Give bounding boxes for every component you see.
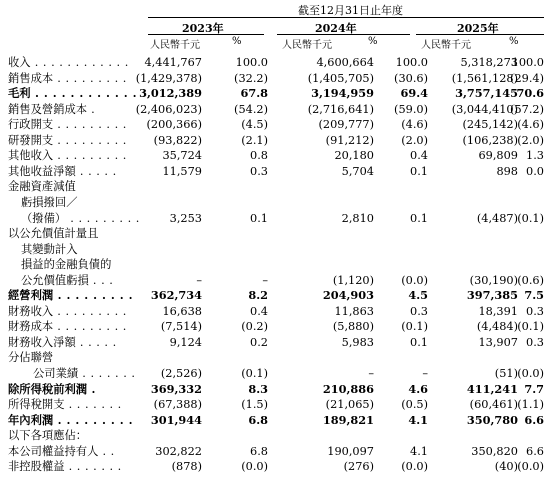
cell-percent-2024: 0.1 <box>410 335 428 349</box>
cell-percent-2024: (4.6) <box>401 118 428 132</box>
cell-amount-2023: 301,944 <box>150 412 202 427</box>
cell-amount-2025: 898 <box>496 164 518 178</box>
unit-percent-2025: % <box>509 36 519 47</box>
cell-amount-2025: (4,484) <box>476 320 518 334</box>
cell-amount-2023: 3,253 <box>169 211 202 225</box>
cell-amount-2025: 350,820 <box>471 444 518 458</box>
row-label: 銷售成本 . . . . . . . . . <box>8 71 127 85</box>
table-row <box>0 444 550 460</box>
cell-percent-2024: (0.0) <box>401 460 428 474</box>
cell-percent-2024: 69.4 <box>400 86 428 101</box>
table-row <box>0 319 550 335</box>
cell-percent-2025: (57.2) <box>510 102 544 116</box>
cell-percent-2024: 0.1 <box>410 164 428 178</box>
cell-percent-2024: (0.0) <box>401 273 428 287</box>
cell-percent-2024: 0.1 <box>410 211 428 225</box>
cell-percent-2023: 6.8 <box>250 444 268 458</box>
row-label: 行政開支 . . . . . . . . . <box>8 118 127 132</box>
cell-amount-2024: 4,600,664 <box>316 56 374 69</box>
cell-percent-2025: 6.6 <box>526 444 544 458</box>
table-row <box>0 366 550 382</box>
cell-amount-2023: 4,441,767 <box>144 56 202 69</box>
cell-percent-2025: 0.0 <box>526 164 544 178</box>
table-row <box>0 164 550 180</box>
cell-percent-2023: (0.1) <box>241 367 268 380</box>
leader-dots: . . . . . . . . . <box>53 133 127 147</box>
cell-amount-2024: 2,810 <box>341 211 374 225</box>
table-row <box>0 397 550 413</box>
row-label: 財務成本 . . . . . . . . . <box>8 320 127 334</box>
table-row <box>0 350 550 366</box>
cell-percent-2024: (0.5) <box>401 398 428 412</box>
leader-dots: . . . . . . . . . <box>53 118 127 132</box>
cell-percent-2023: 6.8 <box>248 412 268 427</box>
cell-percent-2024: 4.5 <box>408 288 428 303</box>
cell-amount-2025: 18,391 <box>478 304 518 318</box>
year-2025: 2025年 <box>457 22 499 35</box>
table-row <box>0 55 550 71</box>
leader-dots: . . . . . . . <box>64 460 122 474</box>
leader-dots: . . . . . . . . . <box>53 304 127 318</box>
cell-amount-2025: 13,907 <box>478 335 518 349</box>
leader-dots: . . . . . . . . . . . . <box>30 86 138 101</box>
table-row <box>0 71 550 87</box>
cell-percent-2024: 100.0 <box>395 56 428 69</box>
table-row <box>0 382 550 398</box>
cell-amount-2023: 11,579 <box>162 164 202 178</box>
cell-amount-2024: 5,983 <box>341 335 374 349</box>
row-label: 分佔聯營 <box>8 351 54 365</box>
cell-amount-2023: (2,406,023) <box>135 102 202 116</box>
cell-percent-2024: (59.0) <box>394 102 428 116</box>
leader-dots: . . . . . . . <box>64 398 122 412</box>
row-label: 除所得稅前利潤 . <box>8 381 96 396</box>
cell-percent-2025: (0.0) <box>517 460 544 474</box>
row-label: 所得稅開支 . . . . . . . <box>8 398 122 412</box>
cell-percent-2025: 100.0 <box>511 56 544 69</box>
cell-amount-2024: – <box>368 367 374 380</box>
cell-amount-2024: (5,880) <box>332 320 374 334</box>
leader-dots: . . . . . . . . . <box>66 211 140 225</box>
unit-amount-2023: 人民幣千元 <box>150 40 200 51</box>
row-label: 公司業績 . . . . . . . <box>33 367 136 380</box>
cell-percent-2025: 1.3 <box>526 149 544 163</box>
header-rule <box>148 17 544 18</box>
cell-amount-2023: 16,638 <box>162 304 202 318</box>
cell-amount-2025: (4,487) <box>476 211 518 225</box>
cell-percent-2025: (29.4) <box>510 71 544 85</box>
cell-amount-2025: (245,142) <box>462 118 518 132</box>
cell-amount-2024: (276) <box>343 460 374 474</box>
cell-amount-2024: 189,821 <box>322 412 374 427</box>
cell-amount-2024: 204,903 <box>322 288 374 303</box>
year-2024: 2024年 <box>315 22 357 35</box>
cell-percent-2023: (1.5) <box>241 398 268 412</box>
cell-percent-2025: (0.1) <box>517 320 544 334</box>
cell-amount-2024: 3,194,959 <box>311 86 374 101</box>
cell-amount-2025: (51) <box>494 367 518 380</box>
year-rule-2023 <box>148 34 264 35</box>
cell-amount-2024: 210,886 <box>322 381 374 396</box>
cell-percent-2023: 0.3 <box>250 164 268 178</box>
cell-percent-2023: (2.1) <box>241 133 268 147</box>
row-label: 財務收入淨額 . . . . . <box>8 335 117 349</box>
table-row <box>0 86 550 102</box>
cell-percent-2024: (0.1) <box>401 320 428 334</box>
cell-amount-2023: (878) <box>171 460 202 474</box>
leader-dots: . . . . . <box>75 164 117 178</box>
cell-amount-2025: (106,238) <box>462 133 518 147</box>
table-row <box>0 459 550 475</box>
row-label: 其變動計入 <box>21 242 78 256</box>
cell-percent-2023: (0.2) <box>241 320 268 334</box>
row-label: （撥備） . . . . . . . . . <box>21 211 140 225</box>
cell-percent-2024: 4.1 <box>408 412 428 427</box>
cell-percent-2025: 70.6 <box>516 86 544 101</box>
table-row <box>0 335 550 351</box>
table-row <box>0 273 550 289</box>
cell-percent-2024: 0.3 <box>410 304 428 318</box>
cell-amount-2024: (1,120) <box>332 273 374 287</box>
cell-amount-2023: – <box>196 273 202 287</box>
row-label: 其他收益淨額 . . . . . <box>8 164 117 178</box>
row-label: 公允價值虧損 . . . <box>21 273 114 287</box>
row-label: 非控股權益 . . . . . . . <box>8 460 122 474</box>
leader-dots: . . . . . . . . . <box>53 71 127 85</box>
cell-percent-2023: 100.0 <box>235 56 268 69</box>
cell-amount-2023: (2,526) <box>160 367 202 380</box>
cell-percent-2023: (32.2) <box>234 71 268 85</box>
cell-percent-2025: (0.0) <box>517 367 544 380</box>
row-label: 金融資產減值 <box>8 180 76 194</box>
table-row <box>0 148 550 164</box>
unit-percent-2023: % <box>232 36 242 47</box>
unit-percent-2024: % <box>368 36 378 47</box>
cell-amount-2024: (1,405,705) <box>307 71 374 85</box>
table-row <box>0 257 550 273</box>
cell-percent-2024: (30.6) <box>394 71 428 85</box>
cell-amount-2023: (7,514) <box>160 320 202 334</box>
leader-dots: . <box>87 381 96 396</box>
cell-amount-2023: (200,366) <box>146 118 202 132</box>
cell-amount-2024: 20,180 <box>334 149 374 163</box>
cell-amount-2025: (40) <box>494 460 518 474</box>
cell-amount-2023: (93,822) <box>153 133 202 147</box>
cell-amount-2024: (91,212) <box>325 133 374 147</box>
year-rule-2024 <box>277 34 410 35</box>
row-label: 收入 . . . . . . . . . . . . <box>8 56 129 69</box>
cell-percent-2023: 0.1 <box>250 211 268 225</box>
table-row <box>0 102 550 118</box>
table-row <box>0 211 550 227</box>
unit-amount-2025: 人民幣千元 <box>421 40 471 51</box>
table-row <box>0 226 550 242</box>
cell-amount-2024: (21,065) <box>325 398 374 412</box>
table-row <box>0 428 550 444</box>
cell-percent-2025: (4.6) <box>517 118 544 132</box>
leader-dots: . . . . . <box>75 335 117 349</box>
cell-amount-2023: (1,429,378) <box>135 71 202 85</box>
cell-amount-2025: 411,241 <box>466 381 518 396</box>
table-row <box>0 179 550 195</box>
cell-percent-2023: 8.2 <box>248 288 268 303</box>
cell-amount-2025: 350,780 <box>466 412 518 427</box>
year-rule-2025 <box>416 34 544 35</box>
cell-percent-2023: (54.2) <box>234 102 268 116</box>
table-row <box>0 288 550 304</box>
cell-amount-2023: 3,012,389 <box>139 86 202 101</box>
cell-percent-2024: 0.4 <box>410 149 428 163</box>
row-label: 虧損撥回／ <box>21 195 78 209</box>
cell-percent-2023: – <box>262 273 268 287</box>
table-row <box>0 413 550 429</box>
cell-amount-2025: (3,044,410) <box>451 102 518 116</box>
leader-dots: . . . . . . . . . . . . <box>30 56 129 69</box>
unit-amount-2024: 人民幣千元 <box>282 40 332 51</box>
cell-percent-2023: 0.8 <box>250 149 268 163</box>
cell-percent-2023: 0.2 <box>250 335 268 349</box>
table-row <box>0 133 550 149</box>
cell-percent-2023: 0.4 <box>250 304 268 318</box>
cell-amount-2024: 11,863 <box>334 304 374 318</box>
cell-percent-2025: (0.1) <box>517 211 544 225</box>
cell-percent-2024: 4.6 <box>408 381 428 396</box>
row-label: 損益的金融負債的 <box>21 258 112 272</box>
year-2023: 2023年 <box>182 22 224 35</box>
cell-amount-2024: (209,777) <box>318 118 374 132</box>
cell-percent-2025: (1.1) <box>517 398 544 412</box>
leader-dots: . . . . . . . . . <box>53 412 133 427</box>
cell-percent-2024: – <box>422 367 428 380</box>
cell-percent-2024: 4.1 <box>410 444 428 458</box>
period-header: 截至12月31日止年度 <box>298 4 403 17</box>
leader-dots: . <box>87 102 96 116</box>
cell-percent-2024: (2.0) <box>401 133 428 147</box>
cell-percent-2025: (2.0) <box>517 133 544 147</box>
row-label: 年內利潤 . . . . . . . . . <box>8 412 133 427</box>
cell-amount-2024: (2,716,641) <box>307 102 374 116</box>
row-label: 以下各項應佔： <box>8 429 88 443</box>
cell-amount-2025: 69,809 <box>478 149 518 163</box>
cell-amount-2023: 369,332 <box>150 381 202 396</box>
row-label: 研發開支 . . . . . . . . . <box>8 133 127 147</box>
cell-amount-2025: (1,561,128) <box>451 71 518 85</box>
leader-dots: . . . <box>88 273 114 287</box>
leader-dots: . . . . . . . . . <box>53 288 133 303</box>
cell-percent-2023: (0.0) <box>241 460 268 474</box>
row-label: 經營利潤 . . . . . . . . . <box>8 288 133 303</box>
table-row <box>0 304 550 320</box>
leader-dots: . . . . . . . . . <box>53 149 127 163</box>
row-label: 銷售及營銷成本 . <box>8 102 96 116</box>
table-row <box>0 242 550 258</box>
cell-percent-2025: 7.7 <box>524 381 544 396</box>
row-label: 財務收入 . . . . . . . . . <box>8 304 127 318</box>
leader-dots: . . . . . . . . . <box>53 320 127 334</box>
cell-percent-2025: 7.5 <box>524 288 544 303</box>
cell-percent-2023: (4.5) <box>241 118 268 132</box>
cell-amount-2024: 5,704 <box>341 164 374 178</box>
cell-percent-2025: 6.6 <box>524 412 544 427</box>
cell-amount-2023: (67,388) <box>153 398 202 412</box>
row-label: 以公允價值計量且 <box>8 227 99 241</box>
cell-amount-2023: 9,124 <box>169 335 202 349</box>
leader-dots: . . . . . . . <box>78 367 136 380</box>
cell-amount-2025: 5,318,273 <box>460 56 518 69</box>
cell-amount-2023: 362,734 <box>150 288 202 303</box>
row-label: 本公司權益持有人 . . <box>8 444 115 458</box>
table-row <box>0 117 550 133</box>
row-label: 其他收入 . . . . . . . . . <box>8 149 127 163</box>
cell-percent-2025: 0.3 <box>526 304 544 318</box>
cell-percent-2023: 67.8 <box>240 86 268 101</box>
cell-amount-2025: (60,461) <box>469 398 518 412</box>
cell-percent-2025: 0.3 <box>526 335 544 349</box>
cell-amount-2023: 302,822 <box>155 444 202 458</box>
cell-amount-2025: 397,385 <box>466 288 518 303</box>
cell-percent-2023: 8.3 <box>248 381 268 396</box>
cell-amount-2025: (30,190) <box>469 273 518 287</box>
leader-dots: . . <box>98 444 115 458</box>
cell-amount-2024: 190,097 <box>327 444 374 458</box>
cell-amount-2025: 3,757,145 <box>455 86 518 101</box>
cell-percent-2025: (0.6) <box>517 273 544 287</box>
table-row <box>0 195 550 211</box>
row-label: 毛利 . . . . . . . . . . . . <box>8 86 138 101</box>
cell-amount-2023: 35,724 <box>162 149 202 163</box>
